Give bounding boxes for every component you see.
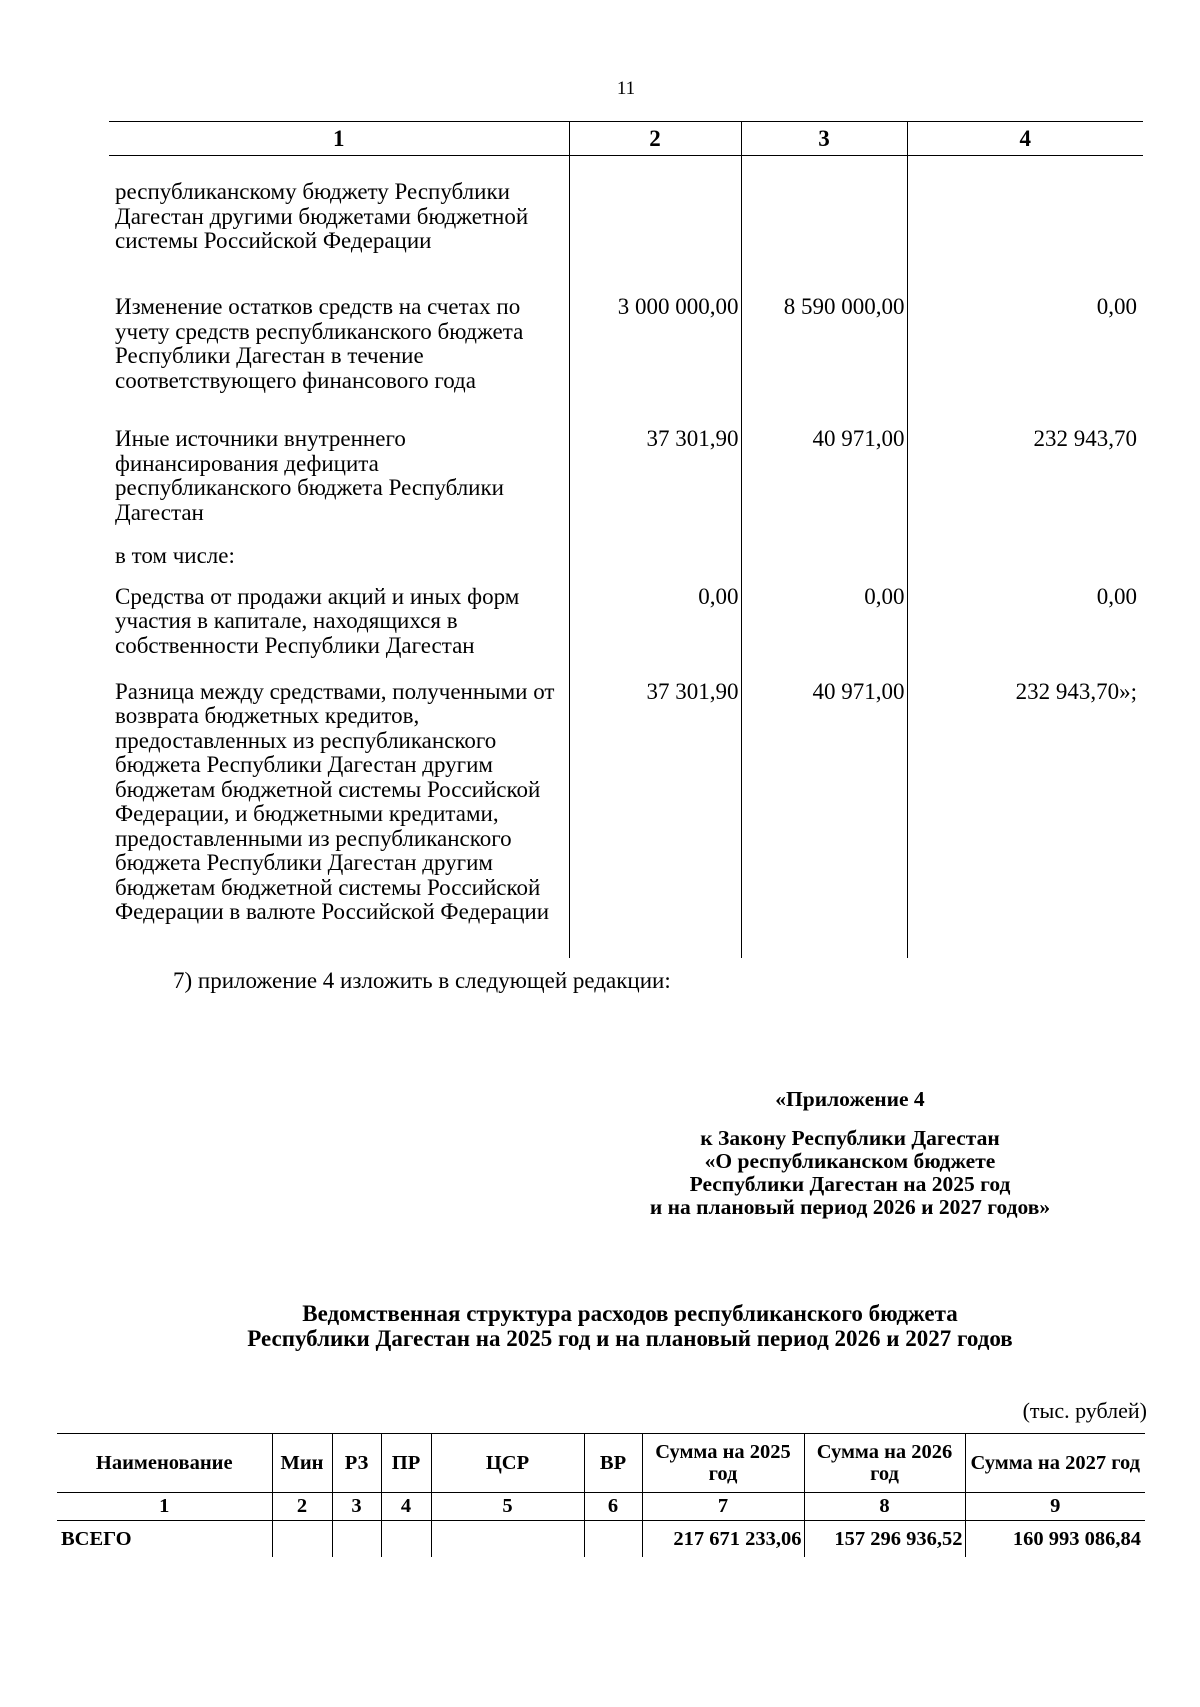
cell-2027: 232 943,70»;	[907, 659, 1143, 958]
departmental-expenditure-table	[57, 1433, 1145, 1557]
appendix-line: и на плановый период 2026 и 2027 годов»	[649, 1195, 1051, 1219]
row-name: Изменение остатков средств на счетах по учету средств республиканского бюджета Республики Дагестан в течение соответствующего финансового года	[115, 294, 524, 393]
appendix-title: «Приложение 4	[775, 1087, 925, 1111]
amendment-instruction: 7) приложение 4 изложить в следующей редакции:	[173, 968, 671, 993]
column-header: 1	[109, 122, 569, 156]
cell-2025	[569, 156, 741, 257]
table-row	[109, 659, 1143, 958]
empty-cell	[584, 1521, 642, 1558]
table-row	[109, 156, 1143, 257]
total-label: ВСЕГО	[57, 1521, 272, 1558]
cell-2025: 37 301,90	[569, 402, 741, 525]
cell-2026: 40 971,00	[741, 402, 907, 525]
sources-table-continuation	[109, 121, 1143, 958]
row-name: в том числе:	[115, 543, 235, 568]
column-number: 2	[272, 1493, 332, 1521]
cell-2026: 0,00	[741, 569, 907, 659]
table-row	[109, 402, 1143, 525]
cell-2027	[907, 156, 1143, 257]
column-header-pr: ПР	[381, 1434, 431, 1493]
cell-2026	[741, 525, 907, 569]
column-header: 3	[741, 122, 907, 156]
appendix-reference	[600, 1127, 1100, 1219]
column-header-name: Наименование	[57, 1434, 272, 1493]
table-row	[109, 256, 1143, 402]
total-row	[57, 1521, 1145, 1558]
page-number: 11	[616, 78, 636, 99]
column-header-2025: Сумма на 2025 год	[642, 1434, 804, 1493]
appendix-line: к Закону Республики Дагестан	[700, 1126, 1000, 1150]
cell-2027: 0,00	[907, 256, 1143, 402]
column-number: 5	[431, 1493, 584, 1521]
column-number: 7	[642, 1493, 804, 1521]
column-number: 9	[965, 1493, 1145, 1521]
table-title-line: Республики Дагестан на 2025 год и на плановый период 2026 и 2027 годов	[247, 1326, 1013, 1351]
empty-cell	[431, 1521, 584, 1558]
table-header-row	[109, 122, 1143, 156]
column-number: 6	[584, 1493, 642, 1521]
column-number: 3	[332, 1493, 381, 1521]
total-2027: 160 993 086,84	[965, 1521, 1145, 1558]
cell-2027	[907, 525, 1143, 569]
total-2025: 217 671 233,06	[642, 1521, 804, 1558]
column-header-rz: РЗ	[332, 1434, 381, 1493]
cell-2027: 0,00	[907, 569, 1143, 659]
table-row	[109, 569, 1143, 659]
column-header: 4	[907, 122, 1143, 156]
column-header-2027: Сумма на 2027 год	[965, 1434, 1145, 1493]
column-header-csr: ЦСР	[431, 1434, 584, 1493]
column-number: 4	[381, 1493, 431, 1521]
column-header-vr: ВР	[584, 1434, 642, 1493]
column-number: 8	[804, 1493, 965, 1521]
cell-2025: 3 000 000,00	[569, 256, 741, 402]
units-label: (тыс. рублей)	[1022, 1398, 1147, 1423]
empty-cell	[381, 1521, 431, 1558]
row-name: республиканскому бюджету Республики Дагестан другими бюджетами бюджетной системы Российской Федерации	[115, 179, 529, 253]
cell-2026: 40 971,00	[741, 659, 907, 958]
appendix-line: Республики Дагестан на 2025 год	[689, 1172, 1011, 1196]
column-header: 2	[569, 122, 741, 156]
column-header-2026: Сумма на 2026 год	[804, 1434, 965, 1493]
cell-2025: 0,00	[569, 569, 741, 659]
empty-cell	[272, 1521, 332, 1558]
cell-2027: 232 943,70	[907, 402, 1143, 525]
cell-2026: 8 590 000,00	[741, 256, 907, 402]
table-row	[109, 525, 1143, 569]
cell-2025: 37 301,90	[569, 659, 741, 958]
column-header-min: Мин	[272, 1434, 332, 1493]
total-2026: 157 296 936,52	[804, 1521, 965, 1558]
table-title-line: Ведомственная структура расходов республиканского бюджета	[302, 1301, 958, 1326]
empty-cell	[332, 1521, 381, 1558]
column-number-row	[57, 1493, 1145, 1521]
cell-2026	[741, 156, 907, 257]
table-header-row	[57, 1434, 1145, 1493]
row-name: Иные источники внутреннего финансирования дефицита республиканского бюджета Республики Дагестан	[115, 426, 504, 525]
row-name: Средства от продажи акций и иных форм участия в капитале, находящихся в собственности Республики Дагестан	[115, 583, 520, 658]
column-number: 1	[57, 1493, 272, 1521]
table-title	[130, 1301, 1130, 1351]
row-name: Разница между средствами, полученными от возврата бюджетных кредитов, предоставленных из республиканского бюджета Республики Дагестан другим бюджетам бюджетной системы Российской Федерации, и бюджетными кредитами, предоставленными из республиканского бюджета Республики Дагестан другим бюджетам бюджетной системы Российской Федерации в валюте Российской Федерации	[115, 678, 555, 924]
appendix-line: «О республиканском бюджете	[704, 1149, 996, 1173]
cell-2025	[569, 525, 741, 569]
